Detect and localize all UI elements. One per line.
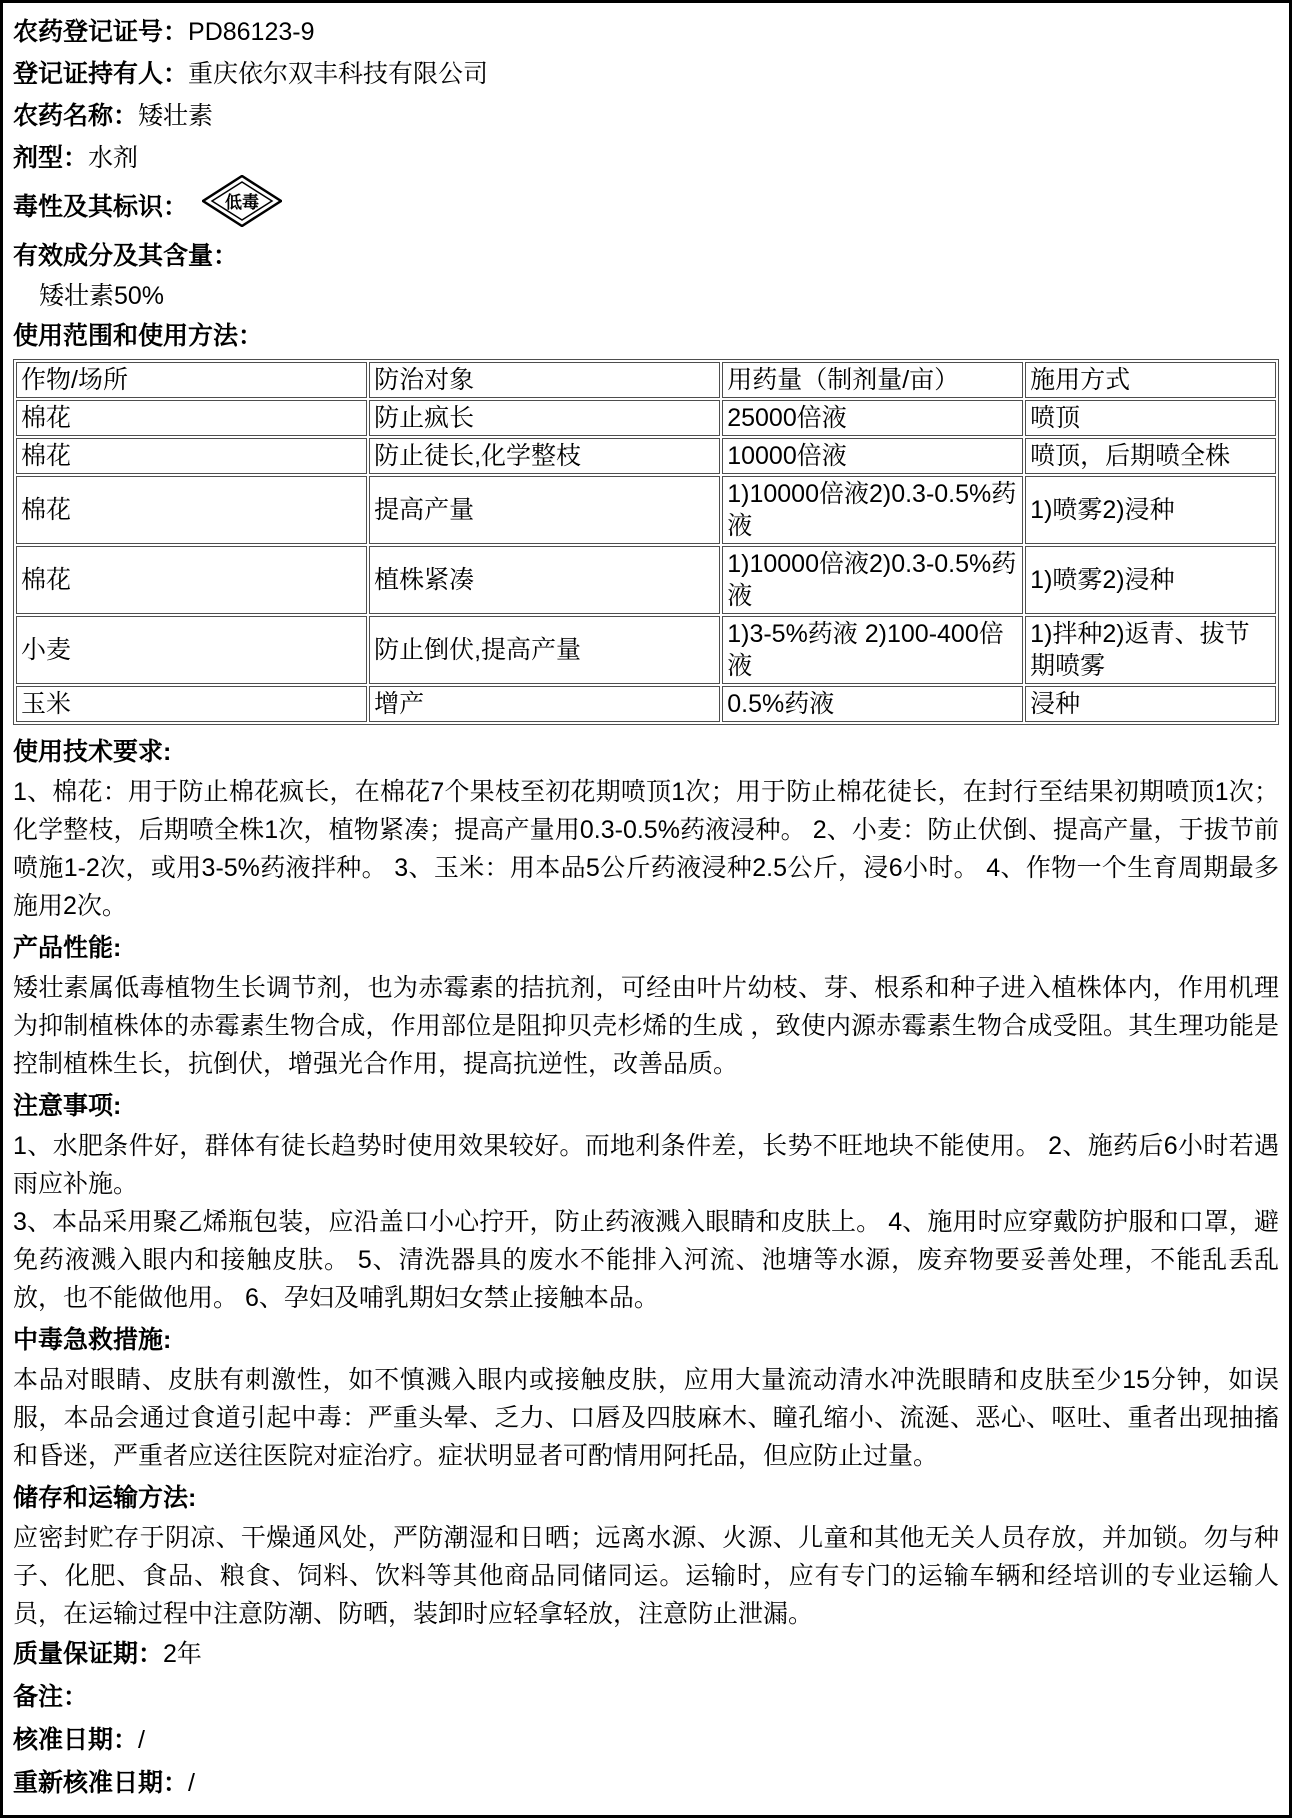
cell-crop: 玉米 [16, 686, 367, 722]
section-title: 注意事项: [13, 1092, 122, 1120]
section-paragraph: 1、水肥条件好，群体有徒长趋势时使用效果较好。而地利条件差，长势不旺地块不能使用。 2、施药后6小时若遇雨应补施。 [13, 1132, 1279, 1198]
table-row [16, 686, 1276, 722]
usage-table-title: 使用范围和使用方法： [13, 322, 264, 350]
field-toxicity [13, 179, 1279, 235]
field-certificate-holder [13, 53, 1279, 95]
cell-target: 增产 [369, 686, 720, 722]
reapproval-date-value: / [188, 1769, 195, 1797]
shelf-life-label: 质量保证期： [13, 1640, 164, 1668]
field-approval-date [13, 1719, 1279, 1762]
toxicity-label: 毒性及其标识： [13, 193, 189, 221]
registration-number-label: 农药登记证号： [13, 18, 189, 46]
cell-method: 1)喷雾2)浸种 [1025, 546, 1276, 614]
col-header-method: 施用方式 [1025, 362, 1276, 398]
section-title: 产品性能: [13, 934, 122, 962]
cell-dosage: 0.5%药液 [722, 686, 1023, 722]
table-row [16, 400, 1276, 436]
cell-method: 1)喷雾2)浸种 [1025, 476, 1276, 544]
table-row [16, 438, 1276, 474]
section-paragraph: 应密封贮存于阴凉、干燥通风处，严防潮湿和日晒；远离水源、火源、儿童和其他无关人员存放，并加锁。勿与种子、化肥、食品、粮食、饲料、饮料等其他商品同储同运。运输时，应有专门的运输车辆和经培训的专业运输人员，在运输过程中注意防潮、防晒，装卸时应轻拿轻放，注意防止泄漏。 [13, 1524, 1279, 1628]
low-toxicity-diamond-icon [202, 175, 282, 240]
reapproval-date-label: 重新核准日期： [13, 1769, 189, 1797]
section-storage-transport [13, 1477, 1279, 1633]
section-paragraph: 3、本品采用聚乙烯瓶包装，应沿盖口小心拧开，防止药液溅入眼睛和皮肤上。 4、施用时应穿戴防护服和口罩，避免药液溅入眼内和接触皮肤。 5、清洗器具的废水不能排入河流、池塘等水源，废弃物要妥善处理，不能乱丢乱放，也不能做他用。 6、孕妇及哺乳期妇女禁止接触本品。 [13, 1208, 1279, 1312]
pesticide-name-value: 矮壮素 [138, 102, 214, 130]
section-paragraph: 本品对眼睛、皮肤有刺激性，如不慎溅入眼内或接触皮肤，应用大量流动清水冲洗眼睛和皮肤至少15分钟，如误服，本品会通过食道引起中毒：严重头晕、乏力、口唇及四肢麻木、瞳孔缩小、流涎、恶心、呕吐、重者出现抽搐和昏迷，严重者应送往医院对症治疗。症状明显者可酌情用阿托品，但应防止过量。 [13, 1366, 1279, 1470]
pesticide-name-label: 农药名称： [13, 102, 139, 130]
field-registration-number [13, 11, 1279, 53]
approval-date-value: / [138, 1726, 145, 1754]
cell-dosage: 1)10000倍液2)0.3-0.5%药液 [722, 476, 1023, 544]
cell-method: 1)拌种2)返青、拔节期喷雾 [1025, 616, 1276, 684]
section-technical-requirements [13, 731, 1279, 925]
approval-date-label: 核准日期： [13, 1726, 139, 1754]
col-header-dosage: 用药量（制剂量/亩） [722, 362, 1023, 398]
field-remarks [13, 1676, 1279, 1719]
cell-target: 防止疯长 [369, 400, 720, 436]
field-reapproval-date [13, 1762, 1279, 1805]
cell-dosage: 25000倍液 [722, 400, 1023, 436]
cell-method: 喷顶 [1025, 400, 1276, 436]
cell-dosage: 10000倍液 [722, 438, 1023, 474]
section-paragraph: 矮壮素属低毒植物生长调节剂，也为赤霉素的拮抗剂，可经由叶片幼枝、芽、根系和种子进入植株体内，作用机理为抑制植株体的赤霉素生物合成，作用部位是阻抑贝壳杉烯的生成 ，致使内源赤霉素生物合成受阻。其生理功能是控制植株生长，抗倒伏，增强光合作用，提高抗逆性，改善品质。 [13, 974, 1279, 1078]
col-header-crop: 作物/场所 [16, 362, 367, 398]
field-formulation [13, 137, 1279, 179]
cell-crop: 小麦 [16, 616, 367, 684]
cell-target: 提高产量 [369, 476, 720, 544]
shelf-life-value: 2年 [163, 1640, 202, 1668]
active-ingredient-title: 有效成分及其含量： [13, 242, 239, 270]
section-paragraph: 1、棉花：用于防止棉花疯长，在棉花7个果枝至初花期喷顶1次；用于防止棉花徒长，在封行至结果初期喷顶1次；化学整枝，后期喷全株1次，植物紧凑；提高产量用0.3-0.5%药液浸种。 2、小麦：防止伏倒、提高产量，于拔节前喷施1-2次，或用3-5%药液拌种。 3、玉米：用本品5公斤药液浸种2.5公斤，浸6小时。 4、作物一个生育周期最多施用2次。 [13, 778, 1279, 920]
certificate-holder-value: 重庆依尔双丰科技有限公司 [188, 60, 489, 88]
section-first-aid [13, 1319, 1279, 1475]
section-title: 储存和运输方法: [13, 1484, 197, 1512]
table-row [16, 546, 1276, 614]
section-precautions [13, 1085, 1279, 1317]
formulation-value: 水剂 [88, 144, 139, 172]
registration-number-value: PD86123-9 [188, 18, 315, 46]
cell-dosage: 1)10000倍液2)0.3-0.5%药液 [722, 546, 1023, 614]
field-pesticide-name [13, 95, 1279, 137]
table-row [16, 476, 1276, 544]
certificate-holder-label: 登记证持有人： [13, 60, 189, 88]
usage-table [13, 359, 1279, 725]
cell-target: 防止徒长,化学整枝 [369, 438, 720, 474]
section-title: 使用技术要求: [13, 738, 172, 766]
section-title: 中毒急救措施: [13, 1326, 172, 1354]
cell-crop: 棉花 [16, 438, 367, 474]
cell-target: 植株紧凑 [369, 546, 720, 614]
usage-table-header-row [16, 362, 1276, 398]
cell-crop: 棉花 [16, 400, 367, 436]
cell-crop: 棉花 [16, 546, 367, 614]
cell-dosage: 1)3-5%药液 2)100-400倍液 [722, 616, 1023, 684]
remarks-label: 备注： [13, 1683, 89, 1711]
field-shelf-life [13, 1633, 1279, 1676]
table-row [16, 616, 1276, 684]
col-header-target: 防治对象 [369, 362, 720, 398]
formulation-label: 剂型： [13, 144, 89, 172]
cell-crop: 棉花 [16, 476, 367, 544]
low-toxicity-text: 低毒 [225, 192, 260, 212]
section-product-performance [13, 927, 1279, 1083]
cell-method: 喷顶，后期喷全株 [1025, 438, 1276, 474]
active-ingredient-content: 矮壮素50% [39, 282, 165, 310]
cell-method: 浸种 [1025, 686, 1276, 722]
cell-target: 防止倒伏,提高产量 [369, 616, 720, 684]
